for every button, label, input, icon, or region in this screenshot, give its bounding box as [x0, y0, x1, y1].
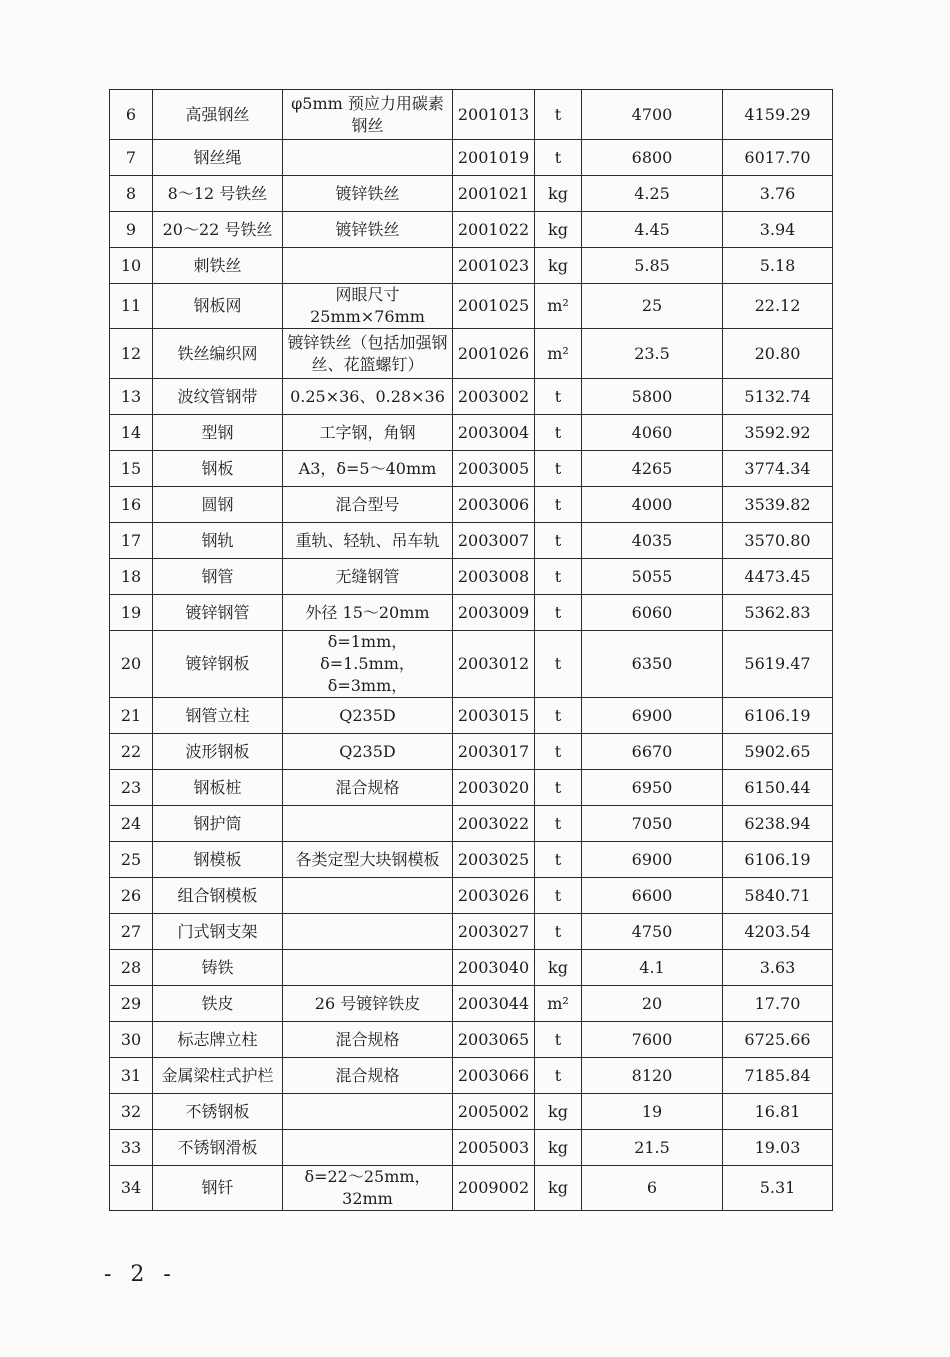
table-row [110, 1022, 833, 1058]
material-code-cell: 2003022 [453, 806, 535, 842]
price-value-ex-tax-cell: 5362.83 [723, 595, 833, 631]
material-code-cell: 2003040 [453, 950, 535, 986]
price-value-cell: 6900 [582, 698, 723, 734]
price-value-cell: 5800 [582, 379, 723, 415]
unit-cell: kg [535, 1166, 582, 1211]
unit-cell: t [535, 878, 582, 914]
row-number-cell: 34 [110, 1166, 153, 1211]
row-number-cell: 6 [110, 90, 153, 140]
unit-cell: t [535, 559, 582, 595]
unit-cell: t [535, 595, 582, 631]
row-number-cell: 8 [110, 176, 153, 212]
material-name-cell: 钢轨 [153, 523, 283, 559]
table-row [110, 842, 833, 878]
material-code-cell: 2003008 [453, 559, 535, 595]
unit-cell: t [535, 487, 582, 523]
price-value-cell: 6670 [582, 734, 723, 770]
specification-cell: Q235D [283, 734, 453, 770]
table-row [110, 914, 833, 950]
specification-cell: 工字钢，角钢 [283, 415, 453, 451]
price-value-cell: 4000 [582, 487, 723, 523]
price-value-cell: 4750 [582, 914, 723, 950]
specification-cell: 镀锌铁丝（包括加强钢丝、花篮螺钉） [283, 329, 453, 379]
unit-cell: t [535, 379, 582, 415]
unit-cell: kg [535, 950, 582, 986]
unit-cell: kg [535, 1094, 582, 1130]
table-row [110, 559, 833, 595]
price-value-cell: 6350 [582, 631, 723, 698]
material-name-cell: 刺铁丝 [153, 248, 283, 284]
specification-cell: 各类定型大块钢模板 [283, 842, 453, 878]
unit-cell: kg [535, 212, 582, 248]
price-value-ex-tax-cell: 4473.45 [723, 559, 833, 595]
price-value-cell: 4.1 [582, 950, 723, 986]
material-name-cell: 不锈钢板 [153, 1094, 283, 1130]
row-number-cell: 18 [110, 559, 153, 595]
price-value-ex-tax-cell: 3774.34 [723, 451, 833, 487]
specification-cell [283, 1130, 453, 1166]
price-value-ex-tax-cell: 4159.29 [723, 90, 833, 140]
material-name-cell: 钢护筒 [153, 806, 283, 842]
table-row [110, 379, 833, 415]
price-value-ex-tax-cell: 6106.19 [723, 842, 833, 878]
table-row [110, 1130, 833, 1166]
price-value-ex-tax-cell: 6150.44 [723, 770, 833, 806]
table-row [110, 698, 833, 734]
table-row [110, 950, 833, 986]
unit-cell: m² [535, 329, 582, 379]
specification-cell [283, 950, 453, 986]
row-number-cell: 31 [110, 1058, 153, 1094]
row-number-cell: 23 [110, 770, 153, 806]
material-code-cell: 2001026 [453, 329, 535, 379]
material-code-cell: 2003004 [453, 415, 535, 451]
price-value-ex-tax-cell: 5.18 [723, 248, 833, 284]
price-value-ex-tax-cell: 20.80 [723, 329, 833, 379]
unit-cell: t [535, 631, 582, 698]
price-value-cell: 23.5 [582, 329, 723, 379]
material-name-cell: 20～22 号铁丝 [153, 212, 283, 248]
material-code-cell: 2003015 [453, 698, 535, 734]
table-row [110, 248, 833, 284]
specification-cell [283, 1094, 453, 1130]
material-code-cell: 2005003 [453, 1130, 535, 1166]
price-value-cell: 4700 [582, 90, 723, 140]
table-row [110, 487, 833, 523]
price-value-ex-tax-cell: 3.94 [723, 212, 833, 248]
unit-cell: t [535, 770, 582, 806]
price-value-cell: 8120 [582, 1058, 723, 1094]
price-value-ex-tax-cell: 3570.80 [723, 523, 833, 559]
table-body [110, 90, 833, 1211]
price-value-ex-tax-cell: 6017.70 [723, 140, 833, 176]
price-value-cell: 5.85 [582, 248, 723, 284]
material-code-cell: 2003066 [453, 1058, 535, 1094]
material-code-cell: 2003005 [453, 451, 535, 487]
price-value-ex-tax-cell: 6725.66 [723, 1022, 833, 1058]
table-row [110, 140, 833, 176]
unit-cell: t [535, 523, 582, 559]
table-row [110, 1166, 833, 1211]
specification-cell [283, 248, 453, 284]
unit-cell: t [535, 140, 582, 176]
table-row [110, 1094, 833, 1130]
unit-cell: t [535, 90, 582, 140]
material-code-cell: 2003006 [453, 487, 535, 523]
unit-cell: m² [535, 284, 582, 329]
unit-cell: kg [535, 248, 582, 284]
material-code-cell: 2003002 [453, 379, 535, 415]
table-row [110, 595, 833, 631]
price-value-ex-tax-cell: 5902.65 [723, 734, 833, 770]
material-name-cell: 铸铁 [153, 950, 283, 986]
material-name-cell: 铁皮 [153, 986, 283, 1022]
specification-cell: A3，δ=5～40mm [283, 451, 453, 487]
material-code-cell: 2003065 [453, 1022, 535, 1058]
material-name-cell: 型钢 [153, 415, 283, 451]
table-row [110, 90, 833, 140]
material-name-cell: 组合钢模板 [153, 878, 283, 914]
price-value-ex-tax-cell: 22.12 [723, 284, 833, 329]
price-value-cell: 4265 [582, 451, 723, 487]
row-number-cell: 27 [110, 914, 153, 950]
material-name-cell: 波形钢板 [153, 734, 283, 770]
material-code-cell: 2003012 [453, 631, 535, 698]
price-value-ex-tax-cell: 3.63 [723, 950, 833, 986]
row-number-cell: 33 [110, 1130, 153, 1166]
price-value-cell: 20 [582, 986, 723, 1022]
price-value-ex-tax-cell: 17.70 [723, 986, 833, 1022]
material-name-cell: 镀锌钢管 [153, 595, 283, 631]
table-row [110, 176, 833, 212]
material-code-cell: 2003026 [453, 878, 535, 914]
row-number-cell: 9 [110, 212, 153, 248]
table-row [110, 878, 833, 914]
price-value-ex-tax-cell: 4203.54 [723, 914, 833, 950]
material-name-cell: 钢管立柱 [153, 698, 283, 734]
row-number-cell: 7 [110, 140, 153, 176]
specification-cell: 镀锌铁丝 [283, 176, 453, 212]
material-name-cell: 金属梁柱式护栏 [153, 1058, 283, 1094]
price-value-ex-tax-cell: 3.76 [723, 176, 833, 212]
row-number-cell: 15 [110, 451, 153, 487]
material-name-cell: 铁丝编织网 [153, 329, 283, 379]
table-row [110, 523, 833, 559]
specification-cell: δ=22～25mm，32mm [283, 1166, 453, 1211]
table-row [110, 806, 833, 842]
price-value-cell: 7600 [582, 1022, 723, 1058]
unit-cell: kg [535, 176, 582, 212]
row-number-cell: 25 [110, 842, 153, 878]
unit-cell: t [535, 415, 582, 451]
material-name-cell: 钢丝绳 [153, 140, 283, 176]
specification-cell [283, 806, 453, 842]
table-row [110, 451, 833, 487]
table-row [110, 770, 833, 806]
price-value-ex-tax-cell: 5619.47 [723, 631, 833, 698]
price-value-ex-tax-cell: 6238.94 [723, 806, 833, 842]
unit-cell: kg [535, 1130, 582, 1166]
price-value-cell: 4060 [582, 415, 723, 451]
specification-cell: 混合型号 [283, 487, 453, 523]
unit-cell: t [535, 451, 582, 487]
unit-cell: t [535, 698, 582, 734]
price-value-cell: 6060 [582, 595, 723, 631]
table-row [110, 284, 833, 329]
row-number-cell: 13 [110, 379, 153, 415]
unit-cell: t [535, 1022, 582, 1058]
material-code-cell: 2001025 [453, 284, 535, 329]
price-value-cell: 5055 [582, 559, 723, 595]
material-code-cell: 2009002 [453, 1166, 535, 1211]
row-number-cell: 24 [110, 806, 153, 842]
specification-cell [283, 878, 453, 914]
price-value-ex-tax-cell: 6106.19 [723, 698, 833, 734]
price-value-ex-tax-cell: 3592.92 [723, 415, 833, 451]
price-value-ex-tax-cell: 3539.82 [723, 487, 833, 523]
row-number-cell: 11 [110, 284, 153, 329]
material-name-cell: 钢模板 [153, 842, 283, 878]
price-value-cell: 4.45 [582, 212, 723, 248]
price-value-ex-tax-cell: 5.31 [723, 1166, 833, 1211]
specification-cell [283, 140, 453, 176]
page-number: - 2 - [104, 1262, 177, 1287]
material-code-cell: 2005002 [453, 1094, 535, 1130]
unit-cell: t [535, 842, 582, 878]
table-row [110, 212, 833, 248]
table-row [110, 1058, 833, 1094]
material-code-cell: 2001013 [453, 90, 535, 140]
specification-cell: φ5mm 预应力用碳素钢丝 [283, 90, 453, 140]
row-number-cell: 16 [110, 487, 153, 523]
specification-cell: δ=1mm， δ=1.5mm，δ=3mm， [283, 631, 453, 698]
unit-cell: m² [535, 986, 582, 1022]
material-code-cell: 2003027 [453, 914, 535, 950]
table-row [110, 415, 833, 451]
material-code-cell: 2003025 [453, 842, 535, 878]
material-code-cell: 2001022 [453, 212, 535, 248]
unit-cell: t [535, 806, 582, 842]
row-number-cell: 21 [110, 698, 153, 734]
price-value-ex-tax-cell: 7185.84 [723, 1058, 833, 1094]
specification-cell: Q235D [283, 698, 453, 734]
material-name-cell: 圆钢 [153, 487, 283, 523]
material-code-cell: 2003017 [453, 734, 535, 770]
specification-cell: 网眼尺寸 25mm×76mm [283, 284, 453, 329]
material-name-cell: 8～12 号铁丝 [153, 176, 283, 212]
price-value-cell: 6900 [582, 842, 723, 878]
price-value-cell: 21.5 [582, 1130, 723, 1166]
material-name-cell: 钢板网 [153, 284, 283, 329]
row-number-cell: 26 [110, 878, 153, 914]
material-name-cell: 钢板 [153, 451, 283, 487]
price-value-ex-tax-cell: 5840.71 [723, 878, 833, 914]
price-value-cell: 4035 [582, 523, 723, 559]
price-value-cell: 6800 [582, 140, 723, 176]
material-code-cell: 2003007 [453, 523, 535, 559]
table-row [110, 329, 833, 379]
material-code-cell: 2001023 [453, 248, 535, 284]
table-row [110, 986, 833, 1022]
material-name-cell: 钢管 [153, 559, 283, 595]
row-number-cell: 30 [110, 1022, 153, 1058]
price-value-cell: 4.25 [582, 176, 723, 212]
price-value-ex-tax-cell: 16.81 [723, 1094, 833, 1130]
specification-cell: 混合规格 [283, 1058, 453, 1094]
price-value-cell: 6600 [582, 878, 723, 914]
specification-cell: 混合规格 [283, 770, 453, 806]
unit-cell: t [535, 1058, 582, 1094]
material-name-cell: 门式钢支架 [153, 914, 283, 950]
material-name-cell: 波纹管钢带 [153, 379, 283, 415]
material-code-cell: 2003020 [453, 770, 535, 806]
price-value-cell: 19 [582, 1094, 723, 1130]
specification-cell: 26 号镀锌铁皮 [283, 986, 453, 1022]
material-name-cell: 标志牌立柱 [153, 1022, 283, 1058]
row-number-cell: 12 [110, 329, 153, 379]
row-number-cell: 10 [110, 248, 153, 284]
row-number-cell: 19 [110, 595, 153, 631]
unit-cell: t [535, 914, 582, 950]
material-code-cell: 2001021 [453, 176, 535, 212]
table-row [110, 631, 833, 698]
price-value-ex-tax-cell: 5132.74 [723, 379, 833, 415]
material-price-table [109, 89, 833, 1211]
row-number-cell: 28 [110, 950, 153, 986]
material-name-cell: 镀锌钢板 [153, 631, 283, 698]
row-number-cell: 22 [110, 734, 153, 770]
specification-cell: 外径 15～20mm [283, 595, 453, 631]
specification-cell [283, 914, 453, 950]
material-name-cell: 不锈钢滑板 [153, 1130, 283, 1166]
specification-cell: 无缝钢管 [283, 559, 453, 595]
material-name-cell: 钢板桩 [153, 770, 283, 806]
row-number-cell: 14 [110, 415, 153, 451]
table-row [110, 734, 833, 770]
row-number-cell: 20 [110, 631, 153, 698]
row-number-cell: 29 [110, 986, 153, 1022]
unit-cell: t [535, 734, 582, 770]
price-value-cell: 6 [582, 1166, 723, 1211]
material-name-cell: 钢钎 [153, 1166, 283, 1211]
price-value-cell: 6950 [582, 770, 723, 806]
material-code-cell: 2001019 [453, 140, 535, 176]
specification-cell: 0.25×36、0.28×36 [283, 379, 453, 415]
specification-cell: 混合规格 [283, 1022, 453, 1058]
material-code-cell: 2003009 [453, 595, 535, 631]
row-number-cell: 17 [110, 523, 153, 559]
specification-cell: 重轨、轻轨、吊车轨 [283, 523, 453, 559]
price-value-cell: 25 [582, 284, 723, 329]
price-value-ex-tax-cell: 19.03 [723, 1130, 833, 1166]
row-number-cell: 32 [110, 1094, 153, 1130]
material-code-cell: 2003044 [453, 986, 535, 1022]
price-value-cell: 7050 [582, 806, 723, 842]
material-name-cell: 高强钢丝 [153, 90, 283, 140]
specification-cell: 镀锌铁丝 [283, 212, 453, 248]
